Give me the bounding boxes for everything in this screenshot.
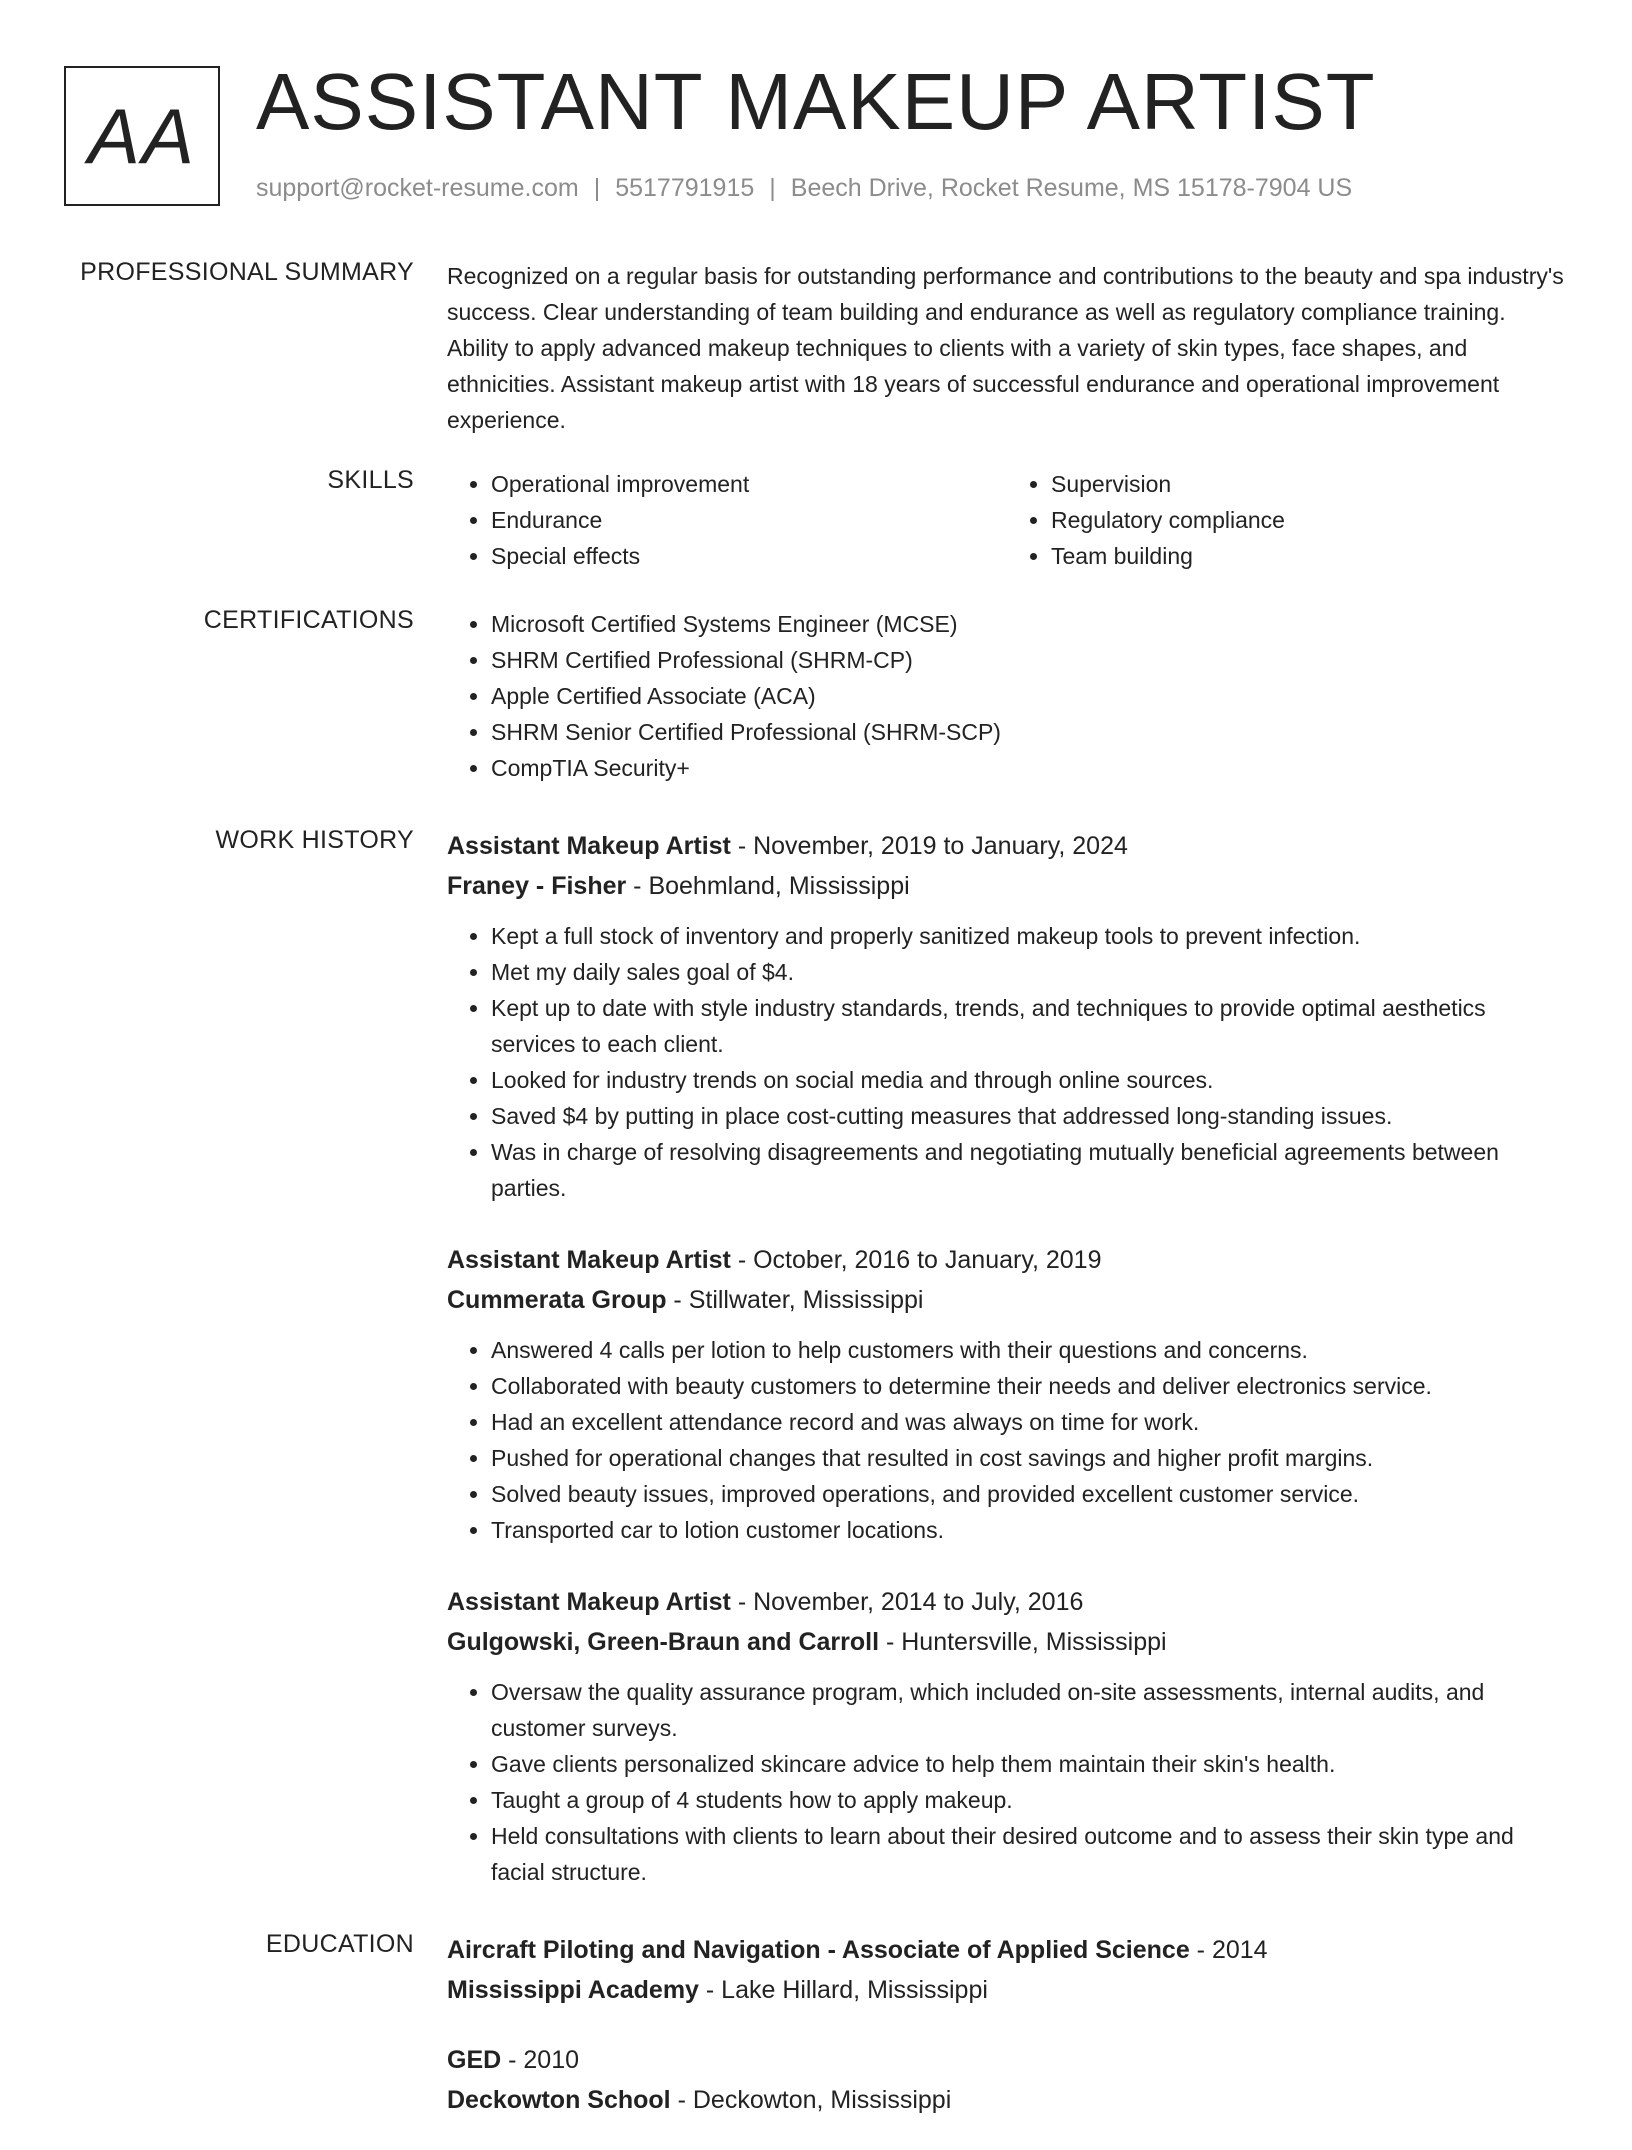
school-location: - Deckowton, Mississippi <box>670 2086 952 2114</box>
job-company: Gulgowski, Green-Braun and Carroll <box>447 1628 880 1656</box>
skill-item: • Team building <box>1051 538 1567 574</box>
certification-item: • CompTIA Security+ <box>491 750 1567 786</box>
contact-email[interactable]: support@rocket-resume.com <box>256 174 579 202</box>
job-bullet: • Kept up to date with style industry standards, trends, and techniques to provide optimal aesthetics services to each client. <box>491 990 1567 1062</box>
certification-item: • SHRM Senior Certified Professional (SHRM-SCP) <box>491 714 1567 750</box>
education-entry <box>447 1930 1567 2010</box>
section-heading: WORK HISTORY <box>215 826 414 854</box>
job-bullet: • Was in charge of resolving disagreements and negotiating mutually beneficial agreements between parties. <box>491 1134 1567 1206</box>
separator: | <box>593 174 601 202</box>
job-entry <box>447 1582 1567 1890</box>
monogram-logo: AA <box>64 66 220 206</box>
job-title: Assistant Makeup Artist <box>447 1588 731 1616</box>
degree-line <box>447 1930 1567 1970</box>
section-body <box>447 258 1567 438</box>
job-bullet: • Answered 4 calls per lotion to help customers with their questions and concerns. <box>491 1332 1567 1368</box>
job-bullet: • Had an excellent attendance record and was always on time for work. <box>491 1404 1567 1440</box>
job-location: - Boehmland, Mississippi <box>626 872 910 900</box>
skill-item: • Supervision <box>1051 466 1567 502</box>
job-location: - Stillwater, Mississippi <box>666 1286 924 1314</box>
section-heading: SKILLS <box>327 466 414 494</box>
skill-item: • Special effects <box>491 538 1007 574</box>
job-bullet: • Solved beauty issues, improved operations, and provided excellent customer service. <box>491 1476 1567 1512</box>
certification-item: • SHRM Certified Professional (SHRM-CP) <box>491 642 1567 678</box>
degree-line <box>447 2040 1567 2080</box>
job-dates: - October, 2016 to January, 2019 <box>730 1246 1102 1274</box>
skill-item: • Operational improvement <box>491 466 1007 502</box>
degree: Aircraft Piloting and Navigation - Associate of Applied Science <box>447 1936 1190 1964</box>
job-bullets <box>447 1332 1567 1548</box>
summary-text: Recognized on a regular basis for outstanding performance and contributions to the beauty and spa industry's success. Clear understanding of team building and endurance as well as regulatory compliance training. Ability to apply advanced makeup techniques to clients with a variety of skin types, face shapes, and ethnicities. Assistant makeup artist with 18 years of successful endurance and operational improvement experience. <box>447 263 1564 433</box>
section-body <box>447 1930 1567 2150</box>
job-bullets <box>447 918 1567 1206</box>
education-entry <box>447 2040 1567 2120</box>
job-bullet: • Held consultations with clients to learn about their desired outcome and to assess their skin type and facial structure. <box>491 1818 1567 1890</box>
skills-column <box>1007 466 1567 574</box>
school-line <box>447 2080 1567 2120</box>
degree: GED <box>447 2046 502 2074</box>
job-company-line <box>447 1622 1567 1662</box>
job-bullet: • Met my daily sales goal of $4. <box>491 954 1567 990</box>
job-company: Cummerata Group <box>447 1286 667 1314</box>
certification-item: • Microsoft Certified Systems Engineer (MCSE) <box>491 606 1567 642</box>
degree-year: - 2014 <box>1189 1936 1268 1964</box>
contact-line <box>256 174 1352 203</box>
school-location: - Lake Hillard, Mississippi <box>698 1976 988 2004</box>
job-bullet: • Kept a full stock of inventory and properly sanitized makeup tools to prevent infection. <box>491 918 1567 954</box>
job-bullet: • Pushed for operational changes that resulted in cost savings and higher profit margins. <box>491 1440 1567 1476</box>
job-bullet: • Gave clients personalized skincare advice to help them maintain their skin's health. <box>491 1746 1567 1782</box>
job-bullet: • Oversaw the quality assurance program, which included on-site assessments, internal audits, and customer surveys. <box>491 1674 1567 1746</box>
skills-column <box>447 466 1007 574</box>
job-location: - Huntersville, Mississippi <box>879 1628 1167 1656</box>
school: Deckowton School <box>447 2086 671 2114</box>
job-company-line <box>447 1280 1567 1320</box>
job-title: Assistant Makeup Artist <box>447 832 731 860</box>
job-entry <box>447 1240 1567 1548</box>
contact-phone[interactable]: 5517791915 <box>615 174 755 202</box>
skills-grid <box>447 466 1567 574</box>
page-title: ASSISTANT MAKEUP ARTIST <box>256 57 1376 146</box>
job-bullet: • Saved $4 by putting in place cost-cutting measures that addressed long-standing issues. <box>491 1098 1567 1134</box>
job-title-line <box>447 1582 1567 1622</box>
job-dates: - November, 2019 to January, 2024 <box>730 832 1128 860</box>
job-bullet: • Collaborated with beauty customers to determine their needs and deliver electronics service. <box>491 1368 1567 1404</box>
job-company-line <box>447 866 1567 906</box>
section-heading: EDUCATION <box>265 1930 414 1958</box>
section-heading: PROFESSIONAL SUMMARY <box>80 258 414 286</box>
job-title: Assistant Makeup Artist <box>447 1246 731 1274</box>
section-heading: CERTIFICATIONS <box>203 606 414 634</box>
job-entry <box>447 826 1567 1206</box>
job-title-line <box>447 1240 1567 1280</box>
school-line <box>447 1970 1567 2010</box>
section-body <box>447 606 1567 786</box>
job-title-line <box>447 826 1567 866</box>
job-dates: - November, 2014 to July, 2016 <box>730 1588 1084 1616</box>
job-bullets <box>447 1674 1567 1890</box>
job-bullet: • Transported car to lotion customer locations. <box>491 1512 1567 1548</box>
skill-item: • Regulatory compliance <box>1051 502 1567 538</box>
job-bullet: • Taught a group of 4 students how to apply makeup. <box>491 1782 1567 1818</box>
certification-item: • Apple Certified Associate (ACA) <box>491 678 1567 714</box>
separator: | <box>769 174 776 202</box>
school: Mississippi Academy <box>447 1976 699 2004</box>
degree-year: - 2010 <box>501 2046 580 2074</box>
contact-address: Beech Drive, Rocket Resume, MS 15178-7904 US <box>790 174 1353 202</box>
job-company: Franey - Fisher <box>447 872 627 900</box>
section-body <box>447 826 1567 1924</box>
certifications-list <box>447 606 1567 786</box>
skill-item: • Endurance <box>491 502 1007 538</box>
job-bullet: • Looked for industry trends on social media and through online sources. <box>491 1062 1567 1098</box>
